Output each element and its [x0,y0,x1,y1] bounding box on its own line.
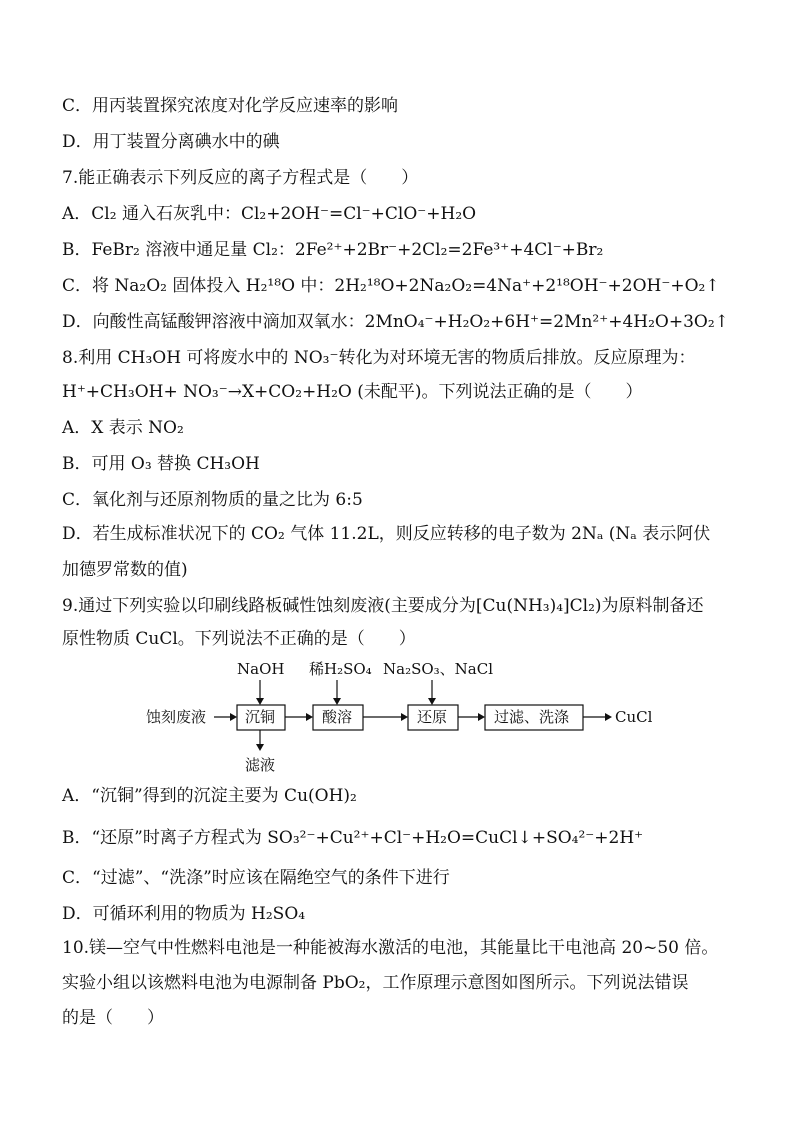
step1-label: 沉铜 [245,708,276,726]
q7-option-d: D．向酸性高锰酸钾溶液中滴加双氧水：2MnO₄⁻+H₂O₂+6H⁺=2Mn²⁺+4H₂O+3O₂↑ [62,312,729,332]
q7-stem: 7.能正确表示下列反应的离子方程式是（ ） [62,168,419,188]
q8-stem-line1: 8.利用 CH₃OH 可将废水中的 NO₃⁻转化为对环境无害的物质后排放。反应原理为： [62,348,696,368]
product-cucl: CuCl [615,708,653,726]
q8-stem-line2: H⁺+CH₃OH+ NO₃⁻→X+CO₂+H₂O (未配平)。下列说法正确的是（ ） [62,382,643,402]
q6-option-d: D．用丁装置分离碘水中的碘 [62,132,280,152]
q8-option-c: C．氧化剂与还原剂物质的量之比为 6:5 [62,490,363,510]
q8-option-d-line1: D．若生成标准状况下的 CO₂ 气体 11.2L，则反应转移的电子数为 2Nₐ (Nₐ 表示阿伏 [62,524,711,544]
q7-option-c: C．将 Na₂O₂ 固体投入 H₂¹⁸O 中：2H₂¹⁸O+2Na₂O₂=4Na⁺+2¹⁸OH⁻+2OH⁻+O₂↑ [62,276,720,296]
arrowhead [306,713,313,721]
filtrate-label: 滤液 [245,756,276,774]
reagent-na2so3-nacl: Na₂SO₃、NaCl [383,660,494,678]
step4-label: 过滤、洗涤 [494,708,570,726]
reagent-naoh: NaOH [237,660,285,678]
arrowhead [478,713,485,721]
q9-stem-line1: 9.通过下列实验以印刷线路板碱性蚀刻废液(主要成分为[Cu(NH₃)₄]Cl₂)为原料制备还 [62,596,704,616]
step2-label: 酸溶 [322,708,353,726]
arrowhead [230,713,237,721]
q8-option-b: B．可用 O₃ 替换 CH₃OH [62,454,260,474]
q9-option-c: C．“过滤”、“洗涤”时应该在隔绝空气的条件下进行 [62,868,450,888]
arrowhead [256,744,264,751]
arrowhead [605,713,612,721]
q7-option-b: B．FeBr₂ 溶液中通足量 Cl₂：2Fe²⁺+2Br⁻+2Cl₂=2Fe³⁺+4Cl⁻+Br₂ [62,240,604,260]
q8-option-d-line2: 加德罗常数的值) [62,560,188,580]
step3-label: 还原 [417,708,448,726]
q9-option-d: D．可循环利用的物质为 H₂SO₄ [62,904,306,924]
arrowhead [256,698,264,705]
q9-stem-line2: 原性物质 CuCl。下列说法不正确的是（ ） [62,629,416,649]
arrowhead [428,698,436,705]
q10-stem-line3: 的是（ ） [62,1008,164,1028]
q8-option-a: A．X 表示 NO₂ [62,418,184,438]
q10-stem-line1: 10.镁—空气中性燃料电池是一种能被海水激活的电池，其能量比干电池高 20~50 倍。 [62,938,719,958]
q10-stem-line2: 实验小组以该燃料电池为电源制备 PbO₂，工作原理示意图如图所示。下列说法错误 [62,973,689,993]
arrowhead [401,713,408,721]
q6-option-c: C．用丙装置探究浓度对化学反应速率的影响 [62,96,399,116]
start-etching-waste: 蚀刻废液 [146,708,207,726]
q9-option-b: B．“还原”时离子方程式为 SO₃²⁻+Cu²⁺+Cl⁻+H₂O=CuCl↓+SO₄²⁻+2H⁺ [62,828,644,848]
reagent-dilute-h2so4: 稀H₂SO₄ [309,660,372,678]
q7-option-a: A．Cl₂ 通入石灰乳中：Cl₂+2OH⁻=Cl⁻+ClO⁻+H₂O [62,204,477,224]
arrowhead [333,698,341,705]
q9-option-a: A．“沉铜”得到的沉淀主要为 Cu(OH)₂ [62,786,357,806]
